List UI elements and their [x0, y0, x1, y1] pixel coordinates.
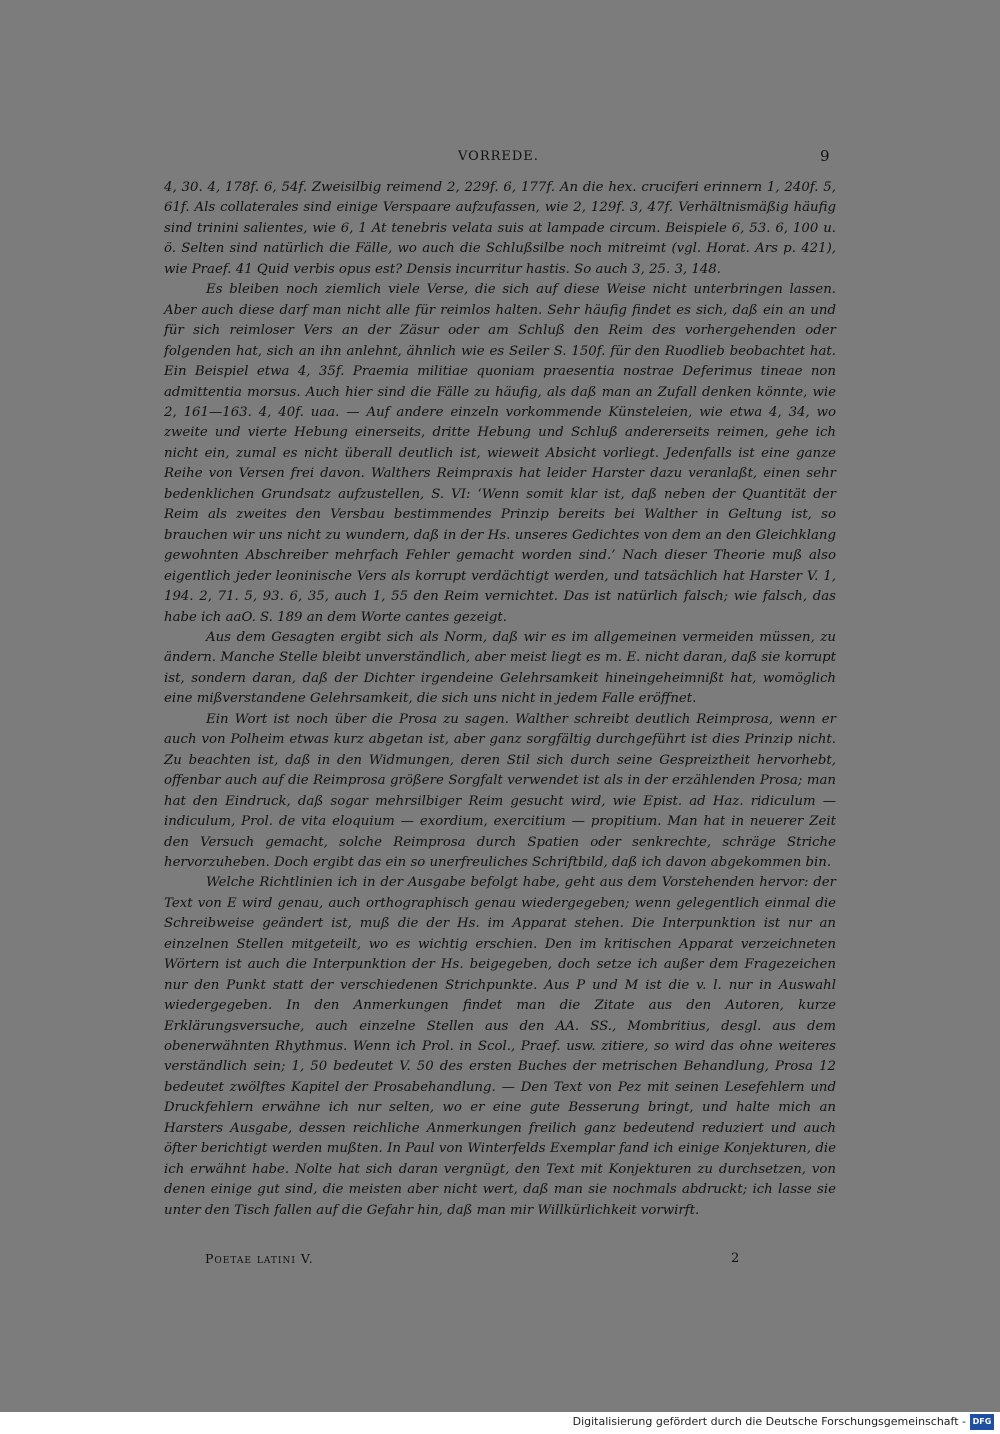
signature-right: 2: [731, 1251, 740, 1266]
body-text: [164, 178, 836, 1221]
funding-credit: Digitalisierung gefördert durch die Deutsche Forschungsgemeinschaft -: [572, 1415, 966, 1428]
paragraph-1: 4, 30. 4, 178f. 6, 54f. Zweisilbig reimend 2, 229f. 6, 177f. An die hex. cruciferi erinnern 1, 240f. 5, 61f. Als collaterales sind einige Verspaare aufzufassen, wie 2, 129f. 3, 47f. Verhältnismäßig häufig sind trinini salientes, wie 6, 1 At tenebris velata suis at lampade circum. Beispiele 6, 53. 6, 100 u. ö. Selten sind natürlich die Fälle, wo auch die Schlußsilbe noch mitreimt (vgl. Horat. Ars p. 421), wie Praef. 41 Quid verbis opus est? Densis incurritur hastis. So auch 3, 25. 3, 148.: [164, 180, 836, 277]
page-number: 9: [820, 147, 830, 165]
paragraph-3: Aus dem Gesagten ergibt sich als Norm, daß wir es im allgemeinen vermeiden müssen, zu ändern. Manche Stelle bleibt unverständlich, aber meist liegt es m. E. nicht daran, daß sie korrupt ist, sondern daran, daß der Dichter irgendeine Gelehrsamkeit hineingeheimnißt hat, womöglich eine mißverstandene Gelehrsamkeit, die sich uns nicht in jedem Falle eröffnet.: [164, 629, 836, 707]
paragraph-2: Es bleiben noch ziemlich viele Verse, die sich auf diese Weise nicht unterbringen lassen. Aber auch diese darf man nicht alle für reimlos halten. Sehr häufig findet es sich, daß ein an und für sich reimloser Vers an der Zäsur oder am Schluß den Reim des vorhergehenden oder folgenden hat, sich an ihn anlehnt, ähnlich wie es Seiler S. 150f. für den Ruodlieb beobachtet hat. Ein Beispiel etwa 4, 35f. Praemia militiae quoniam praesentia nostrae Deferimus tineae non admittentia morsus. Auch hier sind die Fälle zu häufig, als daß man an Zufall denken könnte, wie 2, 161—163. 4, 40f. uaa. — Auf andere einzeln vorkommende Künsteleien, wie etwa 4, 34, wo zweite und vierte Hebung einerseits, dritte Hebung und Schluß andererseits reimen, gehe ich nicht ein, zumal es nicht überall deutlich ist, wieweit Absicht vorliegt. Jedenfalls ist eine ganze Reihe von Versen frei davon. Walthers Reimpraxis hat leider Harster dazu veranlaßt, einen sehr bedenklichen Grundsatz aufzustellen, S. VI: ‘Wenn somit klar ist, daß neben der Quantität der Reim als zweites den Versbau bestimmendes Prinzip bereits bei Walther in Geltung ist, so brauchen wir uns nicht zu wundern, daß in der Hs. unseres Gedichtes von dem an den Gleichklang gewohnten Abschreiber mehrfach Fehler gemacht worden sind.’ Nach dieser Theorie muß also eigentlich jeder leoninische Vers als korrupt verdächtigt werden, und tatsächlich hat Harster V. 1, 194. 2, 71. 5, 93. 6, 35, auch 1, 55 den Reim vernichtet. Das ist natürlich falsch; wie falsch, das habe ich aaO. S. 189 an dem Worte cantes gezeigt.: [164, 282, 836, 625]
dfg-logo-icon: DFG: [970, 1414, 994, 1430]
paragraph-4: Ein Wort ist noch über die Prosa zu sagen. Walther schreibt deutlich Reimprosa, wenn er auch von Polheim etwas kurz abgetan ist, aber ganz sorgfältig durchgeführt ist dies Prinzip nicht. Zu beachten ist, daß in den Widmungen, deren Stil sich durch seine Gespreiztheit hervorhebt, offenbar auch auf die Reimprosa größere Sorgfalt verwendet ist als in der erzählenden Prosa; man hat den Eindruck, daß sogar mehrsilbiger Reim gesucht wird, wie Epist. ad Haz. ridiculum — indiculum, Prol. de vita eloquium — exordium, exercitium — propitium. Man hat in neuerer Zeit den Versuch gemacht, solche Reimprosa durch Spatien oder senkrechte, schräge Striche hervorzuheben. Doch ergibt das ein so unerfreuliches Schriftbild, daß ich davon abgekommen bin.: [164, 711, 836, 870]
footer-bar: [0, 1412, 1000, 1434]
signature-left: Poetae latini V.: [205, 1251, 314, 1266]
paragraph-5: Welche Richtlinien ich in der Ausgabe befolgt habe, geht aus dem Vorstehenden hervor: der Text von E wird genau, auch orthographisch genau wiedergegeben; wenn gelegentlich einmal die Schreibweise geändert ist, muß die der Hs. im Apparat stehen. Die Interpunktion ist nur an einzelnen Stellen mitgeteilt, wo es wichtig erschien. Den im kritischen Apparat verzeichneten Wörtern ist auch die Interpunktion der Hs. beigegeben, doch setze ich außer dem Fragezeichen nur den Punkt statt der verschiedenen Strichpunkte. Aus P und M ist die v. l. nur in Auswahl wiedergegeben. In den Anmerkungen findet man die Zitate aus den Autoren, kurze Erklärungsversuche, auch einzelne Stellen aus den AA. SS., Mombritius, desgl. aus dem obenerwähnten Rhythmus. Wenn ich Prol. in Scol., Praef. usw. zitiere, so wird das ohne weiteres verständlich sein; 1, 50 bedeutet V. 50 des ersten Buches der metrischen Behandlung, Prosa 12 bedeutet zwölftes Kapitel der Prosabehandlung. — Den Text von Pez mit seinen Lesefehlern und Druckfehlern erwähne ich nur selten, wo er eine gute Besserung bringt, und halte mich an Harsters Ausgabe, dessen reichliche Anmerkungen freilich ganz bedeutend reduziert und auch öfter berichtigt werden mußten. In Paul von Winterfelds Exemplar fand ich einige Konjekturen, die ich erwähnt habe. Nolte hat sich daran vergnügt, den Text mit Konjekturen zu durchsetzen, von denen einige gut sind, die meisten aber nicht wert, daß man sie nochmals abdruckt; ich lasse sie unter den Tisch fallen auf die Gefahr hin, daß man mir Willkürlichkeit vorwirft.: [164, 875, 836, 1218]
running-title: VORREDE.: [458, 149, 539, 164]
